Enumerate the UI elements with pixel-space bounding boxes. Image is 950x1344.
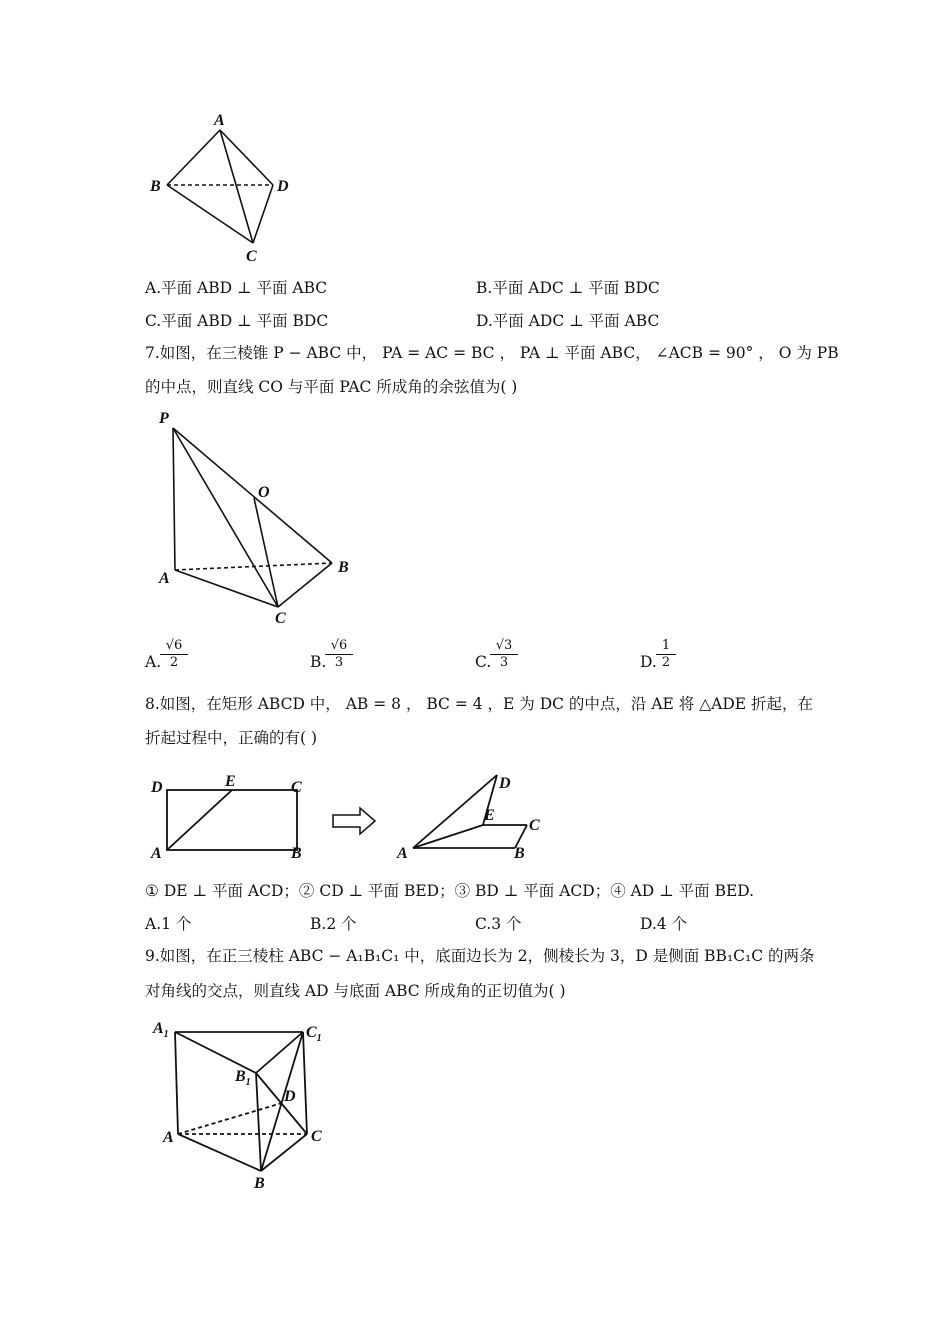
- q7-option-a[interactable]: [145, 652, 161, 672]
- edge-pb: [173, 428, 332, 563]
- label-b1: $B_1$: [235, 1068, 251, 1088]
- edge-ac: [175, 570, 278, 607]
- q6-option-d[interactable]: D.平面 ADC ⊥ 平面 ABC: [476, 312, 660, 330]
- label-c-folded: C: [529, 817, 540, 834]
- label-b: B: [291, 845, 302, 862]
- label-e-folded: E: [484, 807, 495, 824]
- label-d: D: [151, 779, 163, 796]
- option-letter: C.: [475, 653, 492, 671]
- q7-option-c[interactable]: [475, 652, 491, 672]
- label-a: A: [214, 112, 225, 129]
- q8-option-c[interactable]: C.3 个: [475, 915, 522, 933]
- q9-prism-figure: [145, 1015, 345, 1195]
- edge-ab: [178, 1134, 261, 1171]
- q8-option-d[interactable]: D.4 个: [640, 915, 688, 933]
- edge-bc: [278, 563, 332, 607]
- numerator: √6: [160, 638, 188, 655]
- q6-option-c[interactable]: C.平面 ABD ⊥ 平面 BDC: [145, 312, 329, 330]
- label-c: C: [291, 779, 302, 796]
- q7-option-c-fraction: [490, 638, 518, 671]
- edge-pa: [173, 428, 175, 570]
- q7-option-b[interactable]: [310, 652, 326, 672]
- edge-dc: [253, 185, 273, 243]
- option-letter: D.: [640, 653, 657, 671]
- right-arrow-icon: [333, 808, 375, 834]
- label-d: D: [277, 178, 289, 195]
- label-a: A: [159, 570, 170, 587]
- edge-ab: [167, 130, 220, 185]
- numerator: √6: [325, 638, 353, 655]
- q8-option-a[interactable]: A.1 个: [145, 915, 192, 933]
- folded-ae: [413, 825, 483, 848]
- label-d-folded: D: [499, 775, 511, 792]
- q8-statements: ① DE ⊥ 平面 ACD；② CD ⊥ 平面 BED；③ BD ⊥ 平面 ACD；④ AD ⊥ 平面 BED.: [145, 882, 755, 900]
- numerator: √3: [490, 638, 518, 655]
- label-a1: $A_1$: [153, 1020, 169, 1040]
- q8-option-b[interactable]: B.2 个: [310, 915, 357, 933]
- q7-option-d[interactable]: [640, 652, 657, 672]
- denominator: 3: [499, 655, 509, 670]
- q7-option-a-fraction: [160, 638, 188, 671]
- edge-a1b1: [175, 1032, 256, 1073]
- q6-option-a[interactable]: A.平面 ABD ⊥ 平面 ABC: [145, 279, 328, 297]
- denominator: 2: [661, 655, 671, 670]
- rectangle-abcd: [167, 790, 297, 850]
- segment-ae: [167, 790, 232, 850]
- edge-aa1: [175, 1032, 178, 1134]
- option-letter: A.: [145, 653, 162, 671]
- q7-option-d-fraction: [656, 638, 676, 671]
- label-a-folded: A: [397, 845, 408, 862]
- label-b: B: [338, 559, 349, 576]
- edge-bc: [261, 1134, 307, 1171]
- q6-option-b[interactable]: B.平面 ADC ⊥ 平面 BDC: [476, 279, 660, 297]
- edge-cc1: [303, 1032, 307, 1134]
- q8-question-line2: 折起过程中，正确的有( ): [145, 729, 318, 747]
- q7-pyramid-figure: [145, 405, 365, 630]
- label-o: O: [258, 484, 270, 501]
- q7-option-b-fraction: [325, 638, 353, 671]
- label-c1: $C_1$: [306, 1024, 322, 1044]
- diag-bc1: [261, 1032, 303, 1171]
- label-c: C: [246, 248, 257, 265]
- denominator: 2: [169, 655, 179, 670]
- label-e: E: [225, 773, 236, 790]
- q9-question-line2: 对角线的交点，则直线 AD 与底面 ABC 所成角的正切值为( ): [145, 982, 566, 1000]
- q8-question-line1: 8.如图，在矩形 ABCD 中， AB = 8 ， BC = 4 ，E 为 DC 的中点，沿 AE 将 △ADE 折起，在: [145, 695, 813, 713]
- q7-question-line1: 7.如图，在三棱锥 P − ABC 中， PA = AC = BC ， PA ⊥ 平面 ABC， ∠ACB = 90° ， O 为 PB: [145, 344, 839, 362]
- option-letter: B.: [310, 653, 327, 671]
- segment-ad-hidden: [178, 1103, 282, 1134]
- edge-bb1: [256, 1073, 261, 1171]
- q8-folding-figure: [145, 768, 565, 868]
- label-c: C: [311, 1128, 322, 1145]
- label-c: C: [275, 610, 286, 627]
- edge-bc: [167, 185, 253, 243]
- q7-question-line2: 的中点，则直线 CO 与平面 PAC 所成角的余弦值为( ): [145, 378, 518, 396]
- edge-pc: [173, 428, 278, 607]
- q9-question-line1: 9.如图，在正三棱柱 ABC − A₁B₁C₁ 中，底面边长为 2，侧棱长为 3，D 是侧面 BB₁C₁C 的两条: [145, 947, 815, 965]
- label-b: B: [254, 1175, 265, 1192]
- label-b-folded: B: [514, 845, 525, 862]
- denominator: 3: [334, 655, 344, 670]
- label-a: A: [163, 1129, 174, 1146]
- label-d: D: [284, 1088, 296, 1105]
- label-a: A: [151, 845, 162, 862]
- label-b: B: [150, 178, 161, 195]
- numerator: 1: [656, 638, 676, 655]
- label-p: P: [159, 410, 169, 427]
- q6-tetrahedron-figure: [140, 105, 310, 270]
